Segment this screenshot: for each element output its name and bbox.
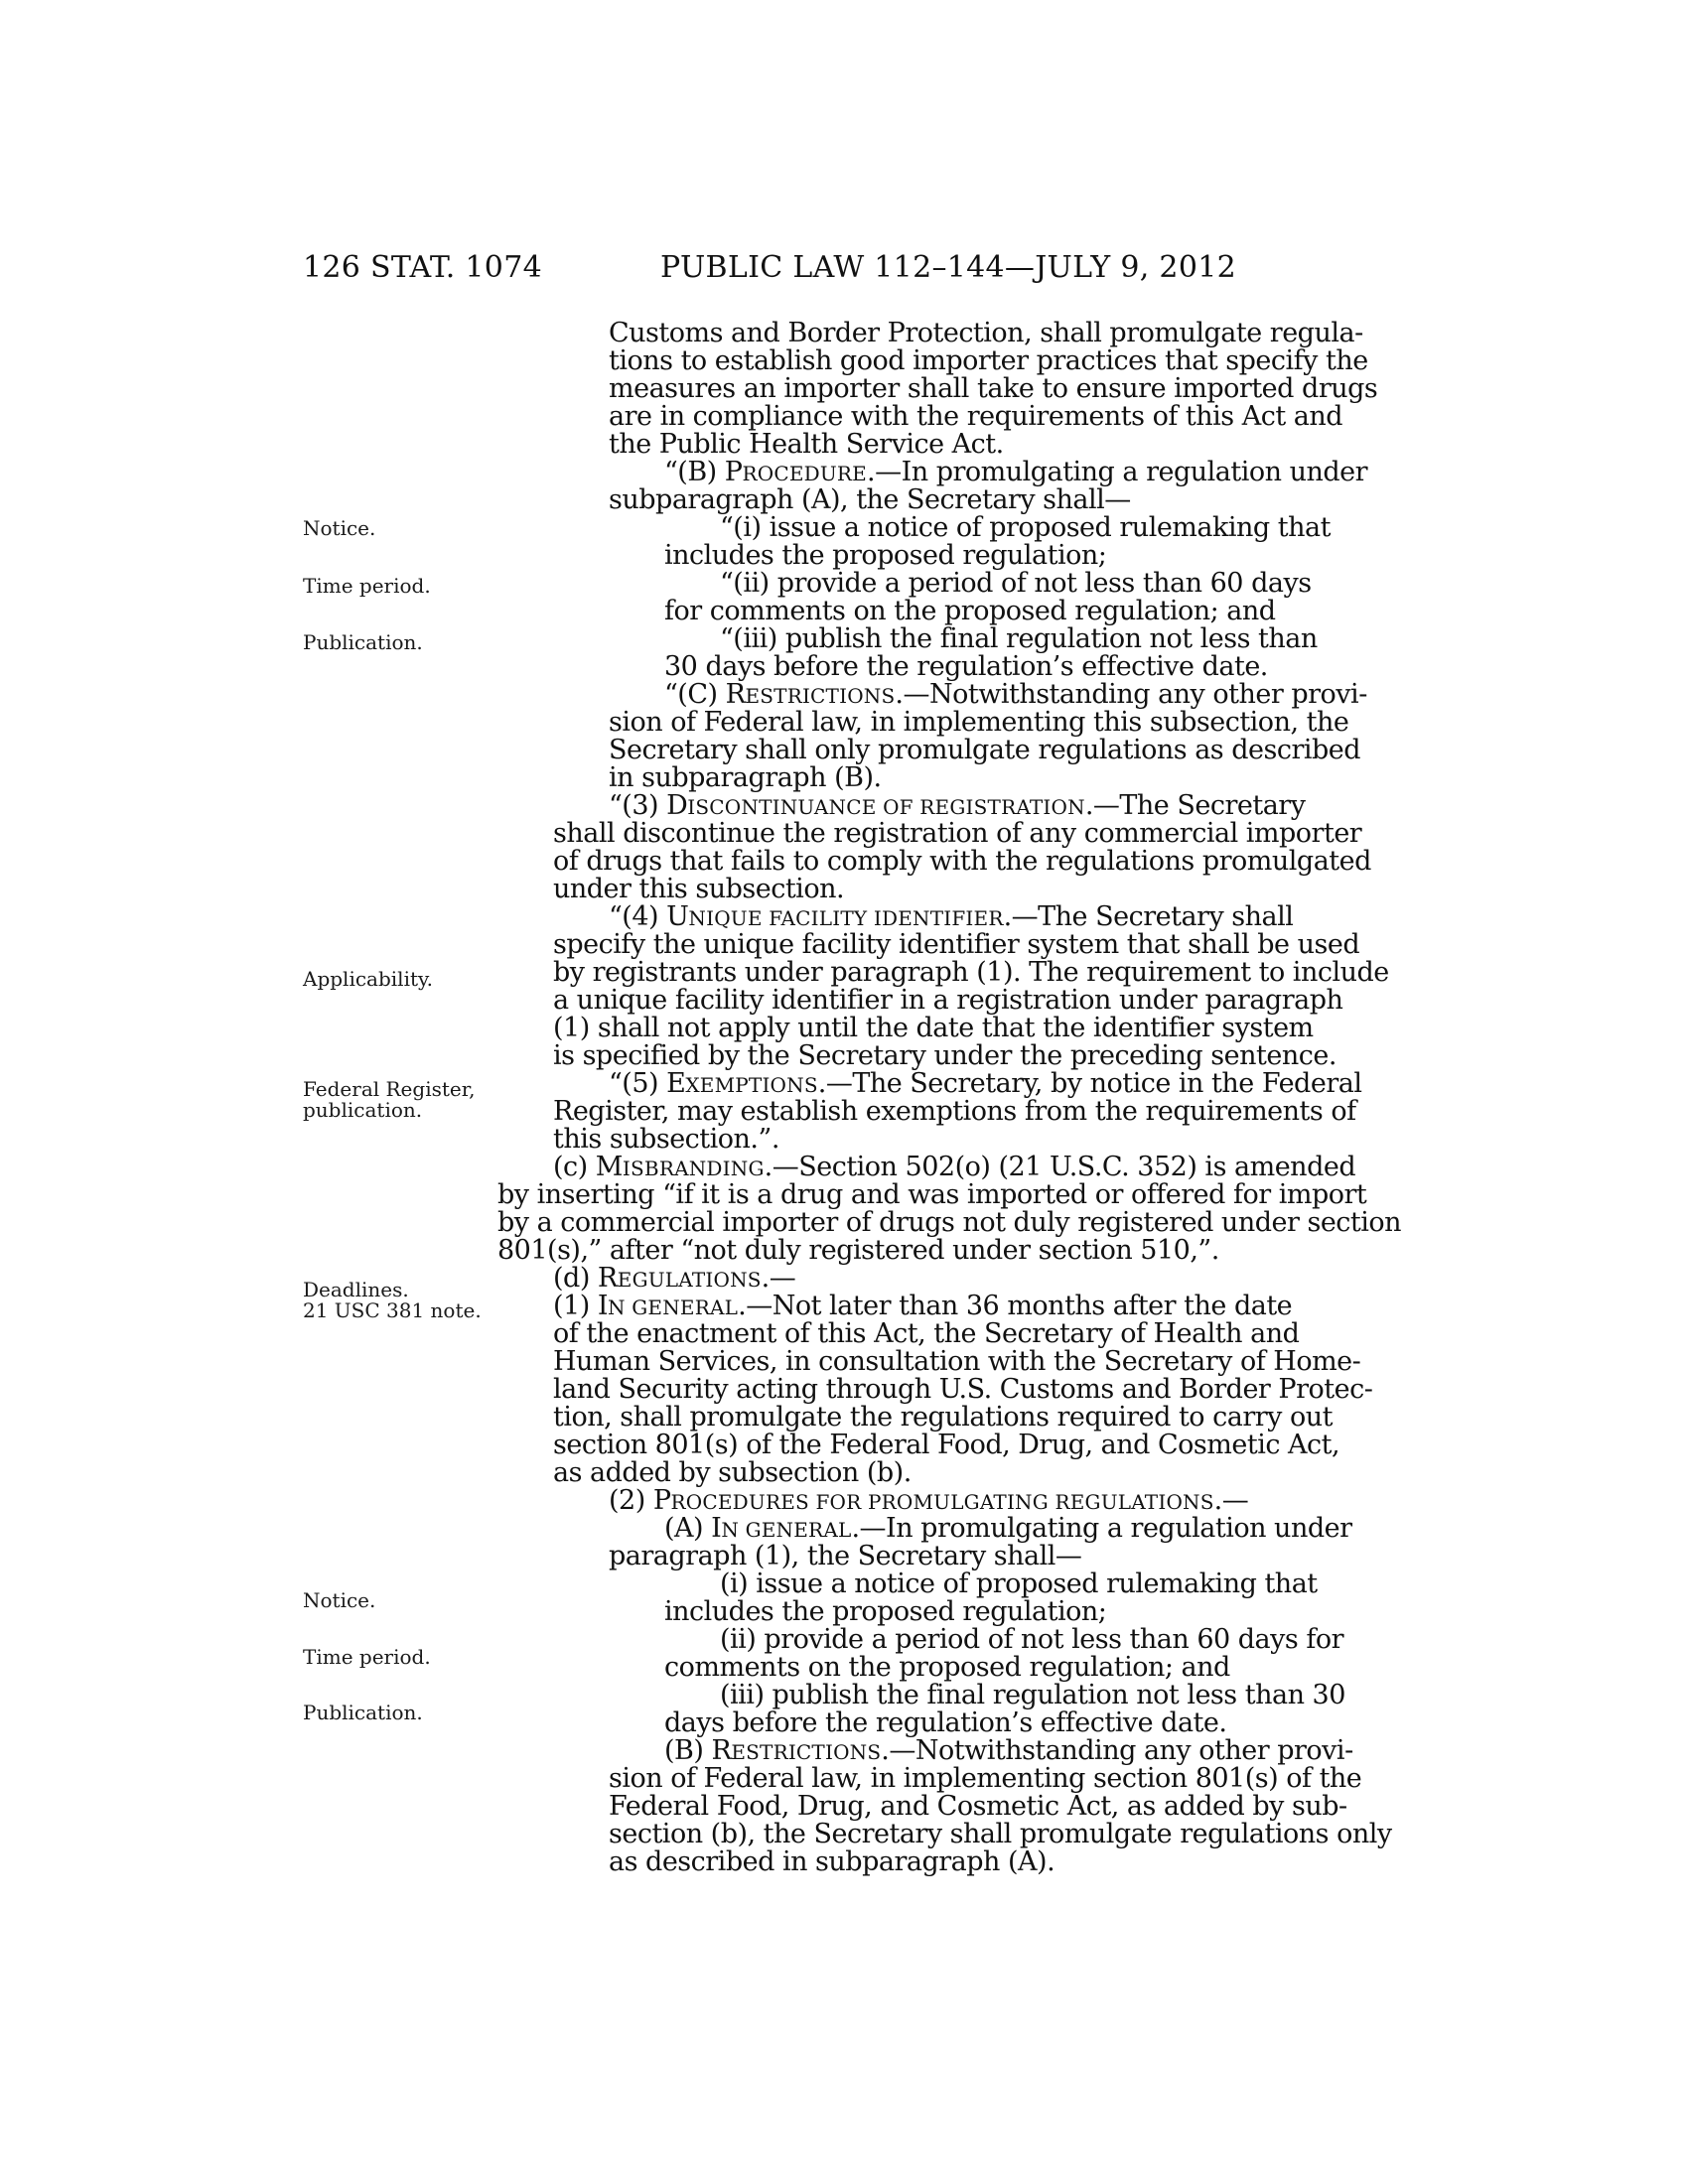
text-line: are in compliance with the requirements of this Act and (609, 401, 1343, 432)
text-line: Human Services, in consultation with the Secretary of Home- (553, 1346, 1361, 1377)
text-line: under this subsection. (553, 874, 845, 904)
subparagraph-heading: (B) RESTRICTIONS.—Notwithstanding any other provi- (664, 1735, 1353, 1766)
stat-page-number: 126 STAT. 1074 (303, 250, 542, 285)
margin-note-notice: Notice. (303, 1588, 376, 1612)
text-line: Customs and Border Protection, shall promulgate regula- (609, 318, 1363, 348)
paragraph-heading: (1) IN GENERAL.—Not later than 36 months after the date (553, 1291, 1293, 1321)
subparagraph-heading: “(C) RESTRICTIONS.—Notwithstanding any other provi- (664, 679, 1367, 710)
margin-note-time-period: Time period. (303, 574, 431, 598)
text-line: by a commercial importer of drugs not duly registered under section (497, 1207, 1402, 1238)
text-line: specify the unique facility identifier system that shall be used (553, 929, 1360, 960)
running-head: PUBLIC LAW 112–144—JULY 9, 2012 (660, 250, 1236, 285)
text-line: is specified by the Secretary under the preceding sentence. (553, 1040, 1336, 1071)
margin-note-time-period: Time period. (303, 1645, 431, 1669)
text-line: as described in subparagraph (A). (609, 1846, 1055, 1877)
text-line: sion of Federal law, in implementing this subsection, the (609, 707, 1349, 738)
text-line: by inserting “if it is a drug and was imported or offered for import (497, 1179, 1367, 1210)
margin-note-publication: Publication. (303, 630, 423, 654)
text-line: 30 days before the regulation’s effective date. (664, 651, 1268, 682)
text-line: sion of Federal law, in implementing section 801(s) of the (609, 1763, 1362, 1794)
text-line: (1) shall not apply until the date that the identifier system (553, 1013, 1314, 1043)
paragraph-heading: “(3) DISCONTINUANCE OF REGISTRATION.—The Secretary (609, 790, 1306, 821)
text-line: shall discontinue the registration of any commercial importer (553, 818, 1362, 849)
margin-note-deadlines: Deadlines. (303, 1278, 409, 1301)
text-line: this subsection.”. (553, 1124, 779, 1155)
text-line: in subparagraph (B). (609, 762, 882, 793)
text-line: “(ii) provide a period of not less than 60 days (720, 568, 1312, 599)
text-line: includes the proposed regulation; (664, 1596, 1107, 1627)
text-line: (ii) provide a period of not less than 60 days for (720, 1624, 1343, 1655)
margin-note-usc: 21 USC 381 note. (303, 1298, 482, 1322)
text-line: section (b), the Secretary shall promulgate regulations only (609, 1819, 1392, 1849)
text-line: the Public Health Service Act. (609, 429, 1004, 460)
text-line: tion, shall promulgate the regulations required to carry out (553, 1402, 1334, 1433)
text-line: includes the proposed regulation; (664, 540, 1107, 571)
text-line: measures an importer shall take to ensure imported drugs (609, 373, 1378, 404)
text-line: days before the regulation’s effective date. (664, 1707, 1227, 1738)
margin-note-publication: Publication. (303, 1701, 423, 1724)
paragraph-heading: “(5) EXEMPTIONS.—The Secretary, by notice in the Federal (609, 1068, 1362, 1099)
text-line: land Security acting through U.S. Customs and Border Protec- (553, 1374, 1373, 1405)
text-line: subparagraph (A), the Secretary shall— (609, 484, 1131, 515)
text-line: for comments on the proposed regulation; and (664, 596, 1276, 626)
subparagraph-heading: “(B) PROCEDURE.—In promulgating a regulation under (664, 457, 1368, 487)
text-line: 801(s),” after “not duly registered under section 510,”. (497, 1235, 1219, 1266)
text-line: (iii) publish the final regulation not less than 30 (720, 1680, 1345, 1710)
margin-note-notice: Notice. (303, 516, 376, 540)
text-line: section 801(s) of the Federal Food, Drug, and Cosmetic Act, (553, 1430, 1340, 1460)
text-line: Register, may establish exemptions from the requirements of (553, 1096, 1356, 1127)
text-line: “(i) issue a notice of proposed rulemaking that (720, 512, 1331, 543)
text-line: Federal Food, Drug, and Cosmetic Act, as added by sub- (609, 1791, 1347, 1822)
text-line: tions to establish good importer practices that specify the (609, 345, 1368, 376)
subsection-heading: (c) MISBRANDING.—Section 502(o) (21 U.S.C. 352) is amended (553, 1152, 1356, 1182)
text-line: of the enactment of this Act, the Secretary of Health and (553, 1318, 1300, 1349)
text-line: Secretary shall only promulgate regulations as described (609, 735, 1361, 765)
paragraph-heading: “(4) UNIQUE FACILITY IDENTIFIER.—The Secretary shall (609, 901, 1294, 932)
text-line: paragraph (1), the Secretary shall— (609, 1541, 1082, 1571)
text-line: “(iii) publish the final regulation not less than (720, 623, 1318, 654)
subparagraph-heading: (A) IN GENERAL.—In promulgating a regulation under (664, 1513, 1352, 1544)
margin-note-applicability: Applicability. (303, 967, 433, 991)
text-line: comments on the proposed regulation; and (664, 1652, 1230, 1683)
text-line: as added by subsection (b). (553, 1457, 912, 1488)
margin-note-federal-register-publication: publication. (303, 1098, 423, 1122)
text-line: of drugs that fails to comply with the regulations promulgated (553, 846, 1371, 877)
subsection-heading: (d) REGULATIONS.— (553, 1263, 796, 1294)
text-line: a unique facility identifier in a registration under paragraph (553, 985, 1343, 1016)
margin-note-federal-register: Federal Register, (303, 1077, 476, 1101)
text-line: (i) issue a notice of proposed rulemaking that (720, 1569, 1318, 1599)
text-line: by registrants under paragraph (1). The requirement to include (553, 957, 1389, 988)
paragraph-heading: (2) PROCEDURES FOR PROMULGATING REGULATIONS.— (609, 1485, 1249, 1516)
